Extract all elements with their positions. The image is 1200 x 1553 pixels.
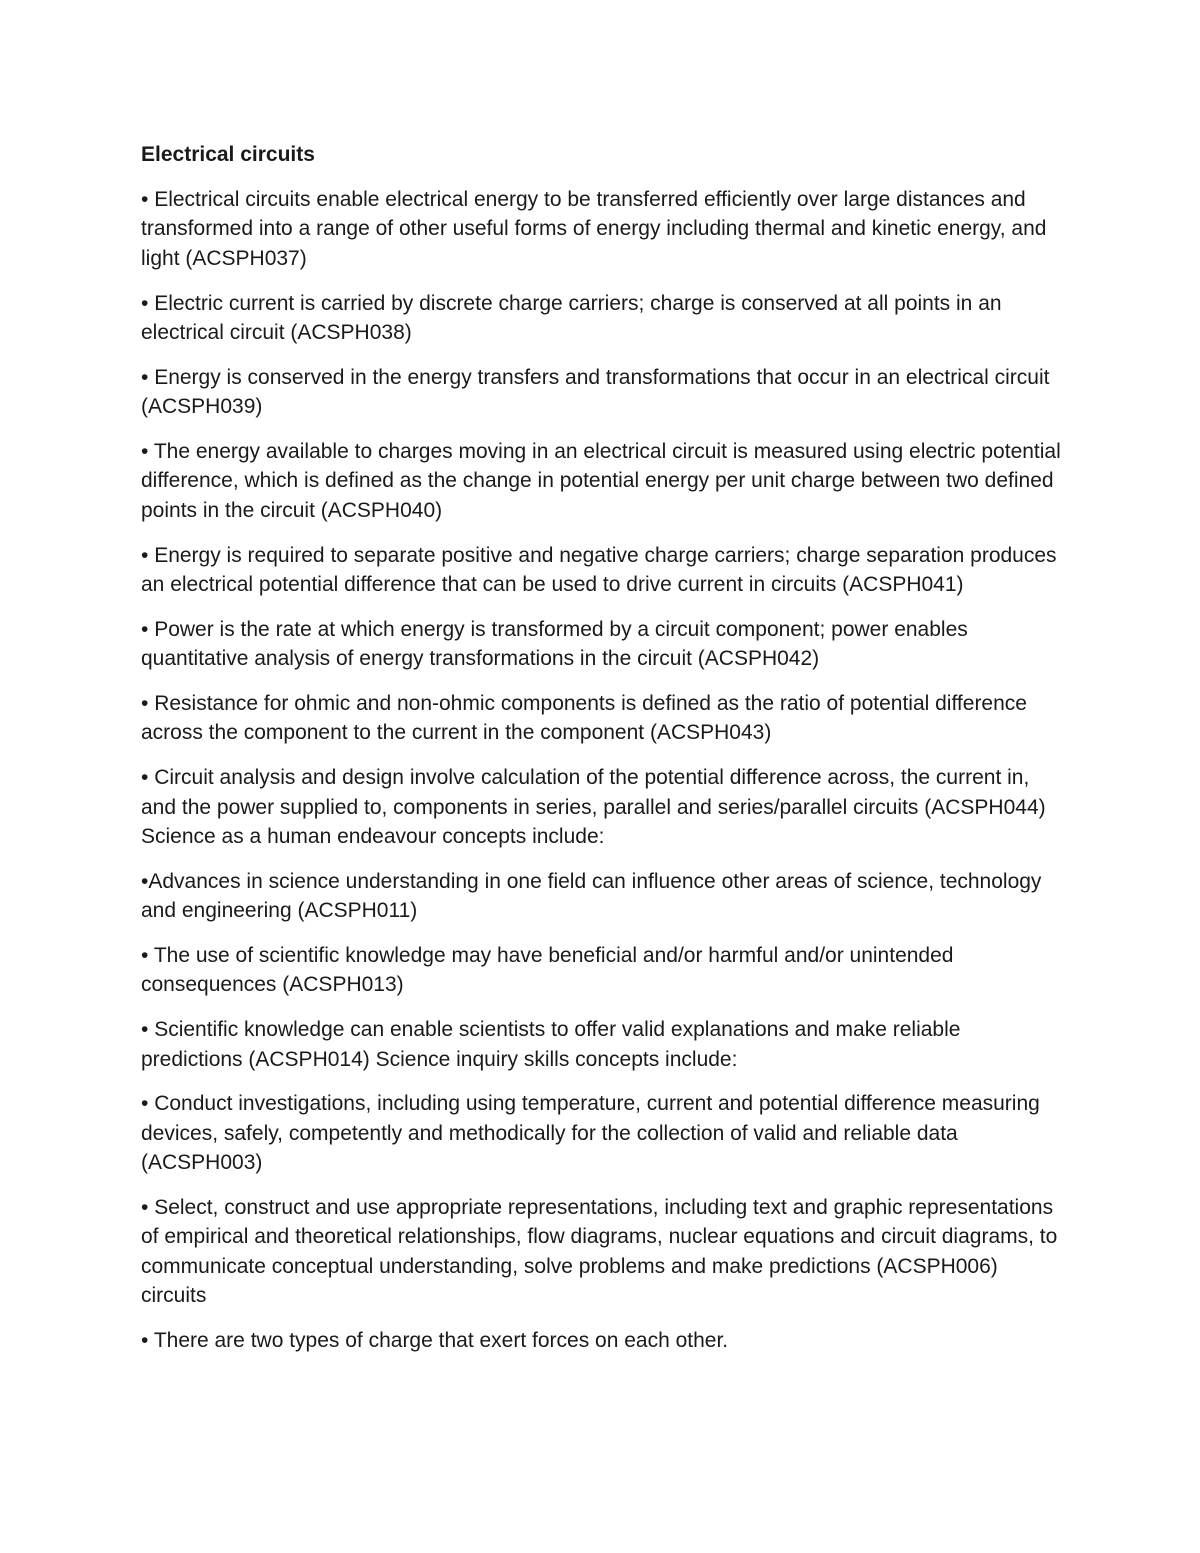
list-item [141,867,1066,926]
list-item [141,185,1066,273]
list-item-text: Electrical circuits enable electrical energy to be transferred efficiently over large distances and transformed into a range of other useful forms of energy including thermal and kinetic energy, and light (ACSPH037) [141,188,1047,270]
list-item [141,1326,1066,1355]
list-item [141,1193,1066,1311]
list-item-text: Power is the rate at which energy is transformed by a circuit component; power enables quantitative analysis of energy transformations in the circuit (ACSPH042) [141,617,968,671]
document-page [141,141,1066,1371]
bullet: • [141,617,155,641]
list-item [141,615,1066,674]
list-item [141,689,1066,748]
list-item [141,941,1066,1000]
bullet: • [141,692,155,716]
list-item-text: Conduct investigations, including using temperature, current and potential difference measuring devices, safely, competently and methodically for the collection of valid and reliable data (ACSPH003) [141,1092,1040,1175]
list-item-text: Electric current is carried by discrete charge carriers; charge is conserved at all points in an electrical circuit (ACSPH038) [141,291,1002,345]
list-item-text: Energy is required to separate positive and negative charge carriers; charge separation produces an electrical potential difference that can be used to drive current in circuits (ACSPH041) [141,543,1057,597]
bullet: • [141,188,155,211]
bullet: • [141,291,155,315]
list-item-text: There are two types of charge that exert forces on each other. [153,1329,729,1353]
list-item-text: The use of scientific knowledge may have beneficial and/or harmful and/or unintended consequences (ACSPH013) [141,944,954,997]
list-item [141,363,1066,422]
list-item [141,1015,1066,1074]
bullet: • [141,1092,155,1116]
bullet: • [141,944,154,968]
list-item [141,1089,1066,1177]
list-item-text: The energy available to charges moving in an electrical circuit is measured using electric potential difference, which is defined as the change in potential energy per unit charge between two defined points in the circuit (ACSPH040) [141,440,1061,522]
list-item [141,437,1066,525]
bullet: • [141,543,155,567]
bullet: • [141,440,154,464]
list-item-text: Advances in science understanding in one field can influence other areas of science, technology and engineering (ACSPH011) [141,869,1042,923]
list-item-text: Scientific knowledge can enable scientists to offer valid explanations and make reliable predictions (ACSPH014) Science inquiry skills concepts include: [141,1018,961,1071]
list-item-text: Select, construct and use appropriate representations, including text and graphic representations of empirical and theoretical relationships, flow diagrams, nuclear equations and circuit diagrams, to communicate conceptual understanding, solve problems and make predictions (ACSPH006) circuits [141,1196,1058,1308]
list-item [141,763,1066,851]
list-item-text: Energy is conserved in the energy transfers and transformations that occur in an electrical circuit (ACSPH039) [141,365,1050,419]
list-item-text: Circuit analysis and design involve calculation of the potential difference across, the current in, and the power supplied to, components in series, parallel and series/parallel circuits (ACSPH044) Science as a human endeavour concepts include: [141,766,1046,849]
list-item-text: Resistance for ohmic and non-ohmic components is defined as the ratio of potential difference across the component to the current in the component (ACSPH043) [141,692,1027,745]
bullet: • [141,869,149,893]
bullet: • [141,365,155,389]
bullet: • [141,1196,155,1220]
bullet: • [141,1018,155,1042]
list-item [141,289,1066,348]
list-item [141,541,1066,600]
document-title: Electrical circuits [141,143,315,166]
bullet: • [141,766,155,790]
bullet: • [141,1329,154,1353]
